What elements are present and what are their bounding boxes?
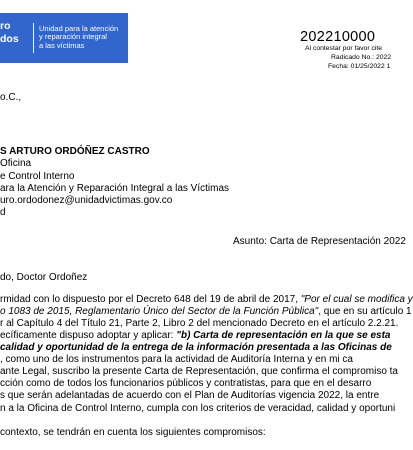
radicado-number: 202210000: [300, 29, 376, 45]
institution-banner: [0, 13, 128, 63]
body-text-run: , que en su artículo 1: [318, 306, 412, 317]
body-text-run: r al Capítulo 4 del Título 21, Parte 2, Libro 2 del mencionado Decreto en el artículo 2.2.21.: [0, 318, 399, 329]
body-text-run: cción como de todos los funcionarios públicos y contratistas, para que en el desarro: [0, 378, 372, 389]
body-text-run: s que serán adelantadas de acuerdo con el Plan de Auditorías vigencia 2022, la entre: [0, 390, 380, 401]
radicado-label: Radicado No.: 2022: [331, 54, 392, 61]
unit-line: a las víctimas: [39, 40, 85, 50]
body-text-run: "b) Carta de representación en la que se esta: [176, 330, 391, 341]
unit-line: y reparación integral: [39, 32, 107, 42]
body-line: [0, 306, 412, 318]
closing-line: contexto, se tendrán en cuenta los siguientes compromisos:: [0, 427, 266, 438]
banner-separator: [33, 23, 34, 53]
body-line: [0, 330, 390, 342]
subject-line: Asunto: Carta de Representación 2022: [233, 236, 406, 247]
recipient-line: e Control Interno: [0, 171, 75, 182]
recipient-line: Oficina: [0, 158, 32, 169]
body-line: [0, 366, 398, 378]
contestar-note: Al contestar por favor cite: [305, 45, 383, 52]
body-line: [0, 354, 353, 366]
body-line: [0, 342, 392, 354]
body-text-run: o 1083 de 2015, Reglamentario Único del Sector de la Función Pública": [0, 306, 319, 317]
brand-line-2: dos: [0, 33, 19, 45]
body-text-run: n a la Oficina de Control Interno, cumpla con los criterios de veracidad, calidad y oportuni: [0, 403, 396, 414]
brand-line-1: ro: [0, 20, 11, 32]
body-text-run: , como uno de los instrumentos para la actividad de Auditoría Interna y en mi ca: [0, 354, 353, 365]
body-text-run: calidad y oportunidad de la entrega de la información presentada a las Oficinas de: [0, 342, 392, 353]
unit-line: Unidad para la atención: [39, 24, 119, 33]
body-text-run: ecíficamente dispuso adoptar y aplicar:: [0, 330, 177, 341]
fecha: Fecha: 01/25/2022 1: [328, 63, 391, 70]
body-line: [0, 318, 398, 330]
body-line: [0, 403, 395, 415]
recipient-name: S ARTURO ORDÓÑEZ CASTRO: [0, 146, 150, 157]
recipient-email: uro.ordodonez@unidadvictimas.gov.co: [0, 195, 173, 206]
body-text-run: rmidad con lo dispuesto por el Decreto 648 del 19 de abril de 2017,: [0, 294, 301, 305]
recipient-line: ara la Atención y Reparación Integral a las Víctimas: [0, 183, 230, 194]
body-text-run: "Por el cual se modifica y: [300, 294, 413, 305]
recipient-line: d: [0, 207, 6, 218]
body-line: [0, 294, 413, 306]
body-line: [0, 378, 371, 390]
unit-name: [39, 25, 118, 50]
city-line: o.C.,: [0, 92, 22, 103]
body-line: [0, 390, 379, 402]
body-text-run: ante Legal, suscribo la presente Carta de Representación, que confirma el compromiso ta: [0, 366, 398, 377]
salutation: do, Doctor Ordoñez: [0, 272, 88, 283]
